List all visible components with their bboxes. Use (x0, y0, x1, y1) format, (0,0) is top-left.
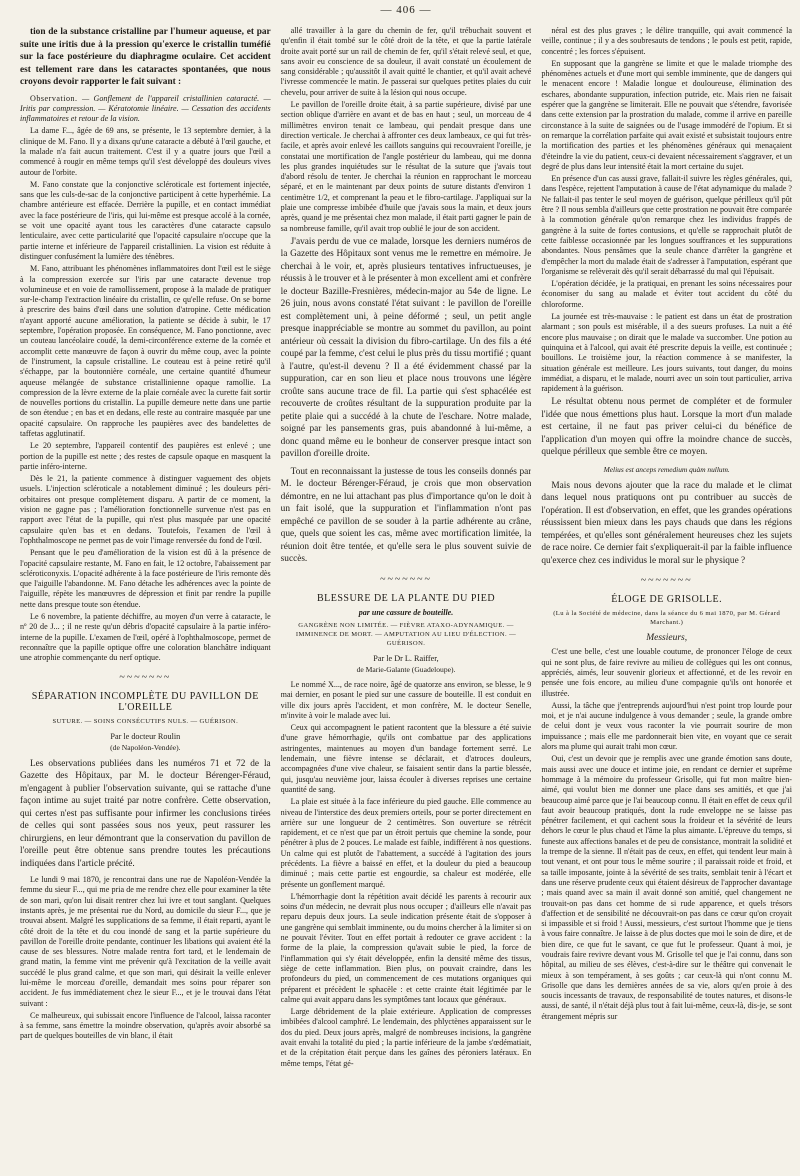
column-1 (20, 26, 271, 1174)
paragraph: Ceux qui accompagnent le patient racontent que la blessure a été suivie d'une grave hémorrhagie, qu'ils ont combattue par des applications astringentes, maintenues au moyen d'un bandage fortement serré. Le lendemain, une fièvre intense se déclarait, et d'atroces douleurs, accompagnées d'une vive chaleur, se faisaient sentir dans la partie blessée, qui, jusqu'au neuvième jour, laissa écouler à diverses reprises une certaine quantité de sang. (280, 723, 532, 794)
journal-page (20, 0, 792, 1176)
paragraph: La plaie est située à la face inférieure du pied gauche. Elle commence au niveau de l'interstice des deux premiers orteils, pour se porter directement en arrière sur une longueur de 2 centimètres. Son ouverture se rétrécit rapidement, et ce n'est que par un étroit pertuis que chemine la sonde, pour pénétrer à plus de 2 pouces. Le malade est faible, indifférent à nos questions. Un calme qui est plutôt de l'abattement, a succédé à l'agitation des jours précédents. La fièvre a baissé en effet, et la douleur du pied a beaucoup diminué ; mais cette partie est engourdie, sa chaleur est modérée, elle présente un gonflement marqué. (280, 797, 532, 889)
author-place: (de Napoléon-Vendée). (110, 742, 181, 752)
author-line: Par le docteur Roulin (110, 731, 181, 741)
section-divider: ~~~~~~~ (640, 575, 693, 587)
paragraph: Le lundi 9 mai 1870, je rencontrai dans une rue de Napoléon-Vendée la femme du sieur F..., qui me pria de me rendre chez elle pour examiner la tête de son mari, qu'on lui disait rentrer chez lui ivre et tout sanglant. Quelques instants après, je me présentai rue du Nord, au domicile du sieur F..., que je trouvai absent. Malgré les supplications de sa femme, il était reparti, ayant le côté droit de la tête et du cou inondé de sang et la partie supérieure du pavillon de l'oreille droite pendante, continuer les libations qui avaient été la cause de ses blessures. Notre malade rentra fort tard, et le lendemain de grand matin, la femme vint me prévenir qu'à l'excitation de la veille avait succédé le plus grand calme, et que son mari, qui désirait la veille enlever lui-même le morceau d'oreille, demandait mes soins pour réparer son accident. Je fus immédiatement chez le sieur F..., et je le trouvai dans l'état suivant : (20, 875, 271, 1008)
author-place: de Marie-Galante (Guadeloupe). (356, 664, 456, 674)
paragraph: Oui, c'est un devoir que je remplis avec une grande émotion sans doute, mais aussi avec une douce et intime joie, en rendant ce dernier et suprême hommage à la mémoire du professeur Grisolle, qui fut mon maître bien-aimé, qui voulut bien me donner une place dans ses amitiés, et que j'ai beaucoup aimé parce que je l'ai beaucoup connu. Il était en effet de ceux qu'il faut avoir beaucoup pratiqués, dont la rude enveloppe ne se laisse pas pénétrer facilement, et qui cachent sous la froideur et la sévérité de leurs dehors le cœur le plus chaud et l'âme la plus aimante. L'épreuve du temps, si funeste aux affections banales et de peu de consistance, montrait la solidité et la trempe de la sienne. Il n'était pas de ceux, en effet, qui tendent leur main à tout venant, et ont pour tous le même sourire ; il paraissait roide et froid, et sa taille imposante, jointe à la sévérité de ses traits, semblait tenir à l'écart et dans une réserve prudente ceux qui étaient désireux de l'approcher davantage ; mais quand avec sa main il avait donné son amitié, quel changement ne trouvait-on pas dans cet homme de si rude apparence, et quels trésors d'affection et de sensibilité ne découvrait-on pas dans ce cœur qu'on croyait si impassible et si froid ! Aussi, messieurs, c'est surtout l'homme que je tiens à vous faire connaître. Je laisse à de plus doctes que moi le soin de dire, et de bien dire, ce que fut le savant, ce que fut le professeur. Quant à moi, je voudrais faire revivre devant vous M. Grisolle tel que je l'ai connu, dans son hôpital, au milieu de ses élèves, c'est-à-dire sur le théâtre qui convenait le mieux à son tempérament, à ses goûts ; car ceux-là qui n'ont connu M. Grisolle que dans les dernières années de sa vie, alors qu'en proie à des soucis incessants de travaux, de responsabilité de toutes natures, et disons-le aussi, de santé, il n'était déjà plus tout à fait lui-même, ceux-là, dis-je, se sont étrangement mépris sur (541, 754, 793, 1021)
paragraph: En supposant que la gangrène se limite et que le malade triomphe des phénomènes actuels et d'une mort qui semble imminente, que de dangers qui le menacent encore ! Maladie longue et douloureuse, élimination des eschares, abondante suppuration, infection putride, etc. Mais rien ne faisait espérer que la gangrène se limiterait. Elle ne pouvait que s'étendre, favorisée dans cette extension par la prostration du malade, comme il arrive en pareille circonstance à la suite de saignées ou de l'usage immodéré de l'opium. Et si on remarque la corrélation parfaite qui avait existé et subsistait toujours entre la mortification des parties et les phénomènes généraux qui menaçaient d'éteindre la vie du patient, ceux-ci devaient nécessairement s'aggraver, et un degré de plus dans leur intensité était la mort certaine du sujet. (541, 58, 793, 171)
lead-paragraph: Tout en reconnaissant la justesse de tous les conseils donnés par M. le docteur Bérenger-Féraud, je crois que mon observation démontre, en ne lui attachant pas plus d'importance qu'on le doit à un fait isolé, que la suppuration et l'inflammation n'ont pas empêché ce pavillon de se souder à la partie adhérente au crâne, que, quels que soient les cas, même avec mortification limitée, la réunion doit être tentée, et qu'elle sera le plus souvent suivie de succès. (280, 466, 532, 565)
paragraph: Le pavillon de l'oreille droite était, à sa partie supérieure, divisé par une section oblique d'arrière en avant et de bas en haut ; seul, un morceau de 4 millimètres environ tenait ce lambeau, qui pendait presque dans une direction verticale. Je cherchai à affronter ces deux lambeaux, ce qui fut très-facile, et après avoir enlevé les caillots sanguins qui recouvraient l'oreille, je constatai une mortification de l'angle postérieur du lambeau, qui me donna les plus grandes inquiétudes sur le résultat de la suture que j'avais tout d'abord résolu de tenter. Je cherchai la réunion en rapprochant le morceau séparé, et en le maintenant par deux points de suture distants d'environ 1 centimètre 1/2, et comprenant la peau et le fibro-cartilage. J'appliquai sur la plaie une compresse imbibée d'huile que j'avais sous la main, et deux jours après, quand je me présentai chez mon malade, il était parti gagner le pain de sa nombreuse famille, qu'il avait trop oublié le jour de son accident. (280, 100, 532, 233)
columns (20, 26, 792, 1174)
paragraph: néral est des plus graves ; le délire tranquille, qui avait commencé la veille, continue ; il y a des soubresauts de tendons ; le pouls est petit, rapide, concentré ; les forces s'épuisent. (541, 26, 793, 56)
column-3 (541, 26, 792, 1174)
lead-paragraph: Le résultat obtenu nous permet de compléter et de formuler l'idée que nous émettions plus haut. Lorsque la mort d'un malade est certaine, il ne faut pas priver celui-ci du bénéfice de l'application d'un moyen qui offre la moindre chance de succès, quelque périlleux que semble être ce moyen. (541, 397, 793, 458)
lead-paragraph: Les observations publiées dans les numéros 71 et 72 de la Gazette des Hôpitaux, par M. le docteur Bérenger-Féraud, m'engagent à publier l'observation suivante, qui se rattache d'une façon intime au sujet traité par notre confrère. Cette observation, qui certes n'est pas suffisante pour infirmer les conclusions tirées de celles qui sont passées sous nos yeux, peut rassurer les chirurgiens, en leur démontrant que la conservation du pavillon de l'oreille peut être obtenue sans prendre toutes les précautions indiquées dans l'article précité. (20, 758, 271, 869)
paragraph: La journée est très-mauvaise : le patient est dans un état de prostration alarmant ; son pouls est misérable, il a des sueurs profuses. La nuit a été encore plus mauvaise ; on dirait que le malade va succomber. Une potion au quinquina et à l'alcool, qui avait été prescrite depuis la veille, est continuée ; bouillons. Le troisième jour, la réaction commence à se manifester, la situation générale est meilleure. Les jours suivants, tout danger, du moins immédiat, a disparu, et le malade, nourri avec un soin tout particulier, arriva rapidement à la guérison. (541, 312, 793, 394)
paragraph: L'hémorrhagie dont la répétition avait décidé les parents à recourir aux soins d'un médecin, ne devrait plus nous occuper ; d'ailleurs elle n'avait pas reparu depuis deux jours. La seule indication présente était de s'opposer à une gangrène qui semblait imminente, ou du moins chercher à la limiter si on ne pouvait l'éviter. Tout en effet portait à redouter ce grave accident : la forme de la plaie, la compression qu'avait subie le pied, la force de l'inflammation qui s'y était développée, enfin la densité même des tissus, siège de cette inflammation. Bien plus, on pouvait craindre, dans les profondeurs du pied, un commencement de ces mutations organiques qui préparent et précèdent le sphacèle : et cette crainte était légitimée par le calme qui avait apparu dans les symptômes tant locaux que généraux. (280, 891, 532, 1004)
paragraph: M. Fano, attribuant les phénomènes inflammatoires dont l'œil est le siège à la compression exercée sur l'iris par une cataracte devenue trop volumineuse et en voie de ramollissement, propose à la malade de pratiquer sur-le-champ l'extraction linéaire du cristallin, ce qu'elle refuse. On se borne à prescrire des bains d'œil dans une solution d'atropine. Cette médication n'ayant apporté aucune amélioration, la patiente se décide à subir, le 17 septembre, l'opération proposée. En conséquence, M. Fano ponctionne, avec un couteau lancéolaire coudé, la demi-circonférence externe de la cornée et accomplit cette manœuvre de façon à ouvrir du même coup, avec la pointe de l'instrument, la capsule cristalline. Le couteau est à peine retiré qu'il s'échappe, par la boutonnière cornéale, une certaine quantité d'humeur aqueuse mélangée de substance cristallinienne opaque ramollie. La compression de la lèvre externe de la plaie cornéale avec la curette fait sortir de nouvelles portions du cristallin. La pupille demeure nette dans une partie de son étendue ; en bas et en dedans, elle reste au contraire masquée par une opacité capsulaire. On rapproche les paupières avec des bandelettes de taffetas agglutinatif. (20, 264, 271, 438)
paragraph: M. Fano constate que la conjonctive scléroticale est fortement injectée, sans que les culs-de-sac de la conjonctive participent à cette hyperhémie. La chambre antérieure est effacée. Derrière la pupille, et en contact immédiat avec la face postérieure de l'iris, qui lui-même est presque accolé à la cornée, se voit une opacité ayant tous les caractères d'une cataracte capsulo lenticulaire, avec cette particularité que l'opacité capsulaire n'occupe que la partie interne et inférieure de l'appareil cristallinien. La vision est réduite à distinguer confusément la lumière des ténèbres. (20, 179, 271, 261)
column-2 (281, 26, 532, 1174)
paragraph: C'est une belle, c'est une louable coutume, de prononcer l'éloge de ceux qui ne sont plus, de faire revivre au milieu de collègues qui les ont connus, appréciés, aimés, leur souvenir glorieux et affectionné, et de les revoir en pensée une fois encore, au milieu d'une compagnie qu'ils ont honorée et illustrée. (541, 647, 793, 698)
paragraph: En présence d'un cas aussi grave, fallait-il suivre les règles générales, qui, dans l'espèce, rejettent l'amputation à cause de l'état adynamique du malade ? Ne fallait-il pas tenter le seul moyen de guérison, quelque périlleux qu'il pût être ? Il nous sembla d'ailleurs que cette prostration ne pouvait être comparée à la commotion générale qu'on remarque chez les individus frappés de gangrène à la suite de fortes contusions, et qu'elle se rapprochait plutôt de cette faiblesse occasionnée par les longues souffrances et les suppurations abondantes. Nous pensâmes que la seule chance d'arrêter la gangrène et d'empêcher la mort du malade était de s'adresser à l'amputation, espérant que l'organisme se relèverait dès qu'il serait débarrassé du mal qui l'épuisait. (541, 174, 793, 276)
lead-paragraph: J'avais perdu de vue ce malade, lorsque les derniers numéros de la Gazette des Hôpitaux sont venus me le remettre en mémoire. Je cherchai à le voir, et, après plusieurs tentatives infructueuses, je réussis à le trouver et à le présenter à mon excellent ami et confrère le docteur Bazille-Fresnières, médecin-major au 54e de ligne. Le 26 juin, nous avons constaté l'état suivant : le pavillon de l'oreille est complètement uni, à peine déformé ; seul, un petit angle presque inappréciable se montre au sommet du pavillon, au point antérieur où cessait la division du fibro-cartilage. Un des fils a été coupé par la femme, c'est celui le plus près du tissu mortifié ; quant à l'autre, qu'est-il devenu ? Il a été évidemment chassé par la suppuration, car en son lieu et place nous trouvons une légère croûte sans aucune trace de fil. La partie qui s'est sphacélée est recouverte de croûtes résultant de la suppuration produite par la petite plaie qui a succédé à la chute de l'eschare. Notre malade, soigné par les pansements gras, puis abandonné à lui-même, a donc quand même eu le bonheur de conserver presque intact son pavillon d'oreille droite. (280, 236, 532, 460)
paragraph: Aussi, la tâche que j'entreprends aujourd'hui n'est point trop lourde pour moi, et je n'ai aucune indulgence à vous demander ; seule, la grande ombre de celui dont je veux vous raconter la vie pourrait sourire de mon impuissance ; mais elle me pardonnerait bien vite, en voyant que ce serait alors ma plume qui aurait trahi mon cœur. (541, 700, 793, 752)
article-title: SÉPARATION INCOMPLÈTE DU PAVILLON DE L'OREILLE (31, 690, 259, 713)
paragraph: Le 20 septembre, l'appareil contentif des paupières est enlevé ; une portion de la pupille est nette ; des restes de capsule opaque en masquent la partie inféro-interne. (20, 441, 271, 471)
paragraph: Le nommé X..., de race noire, âgé de quatorze ans environ, se blesse, le 9 mai dernier, en posant le pied sur une cassure de bouteille. Il est conduit en ville dix jours après l'accident, et mon confrère, M. le docteur Senelle, m'invite à voir le malade avec lui. (280, 679, 532, 720)
article-title: ÉLOGE DE GRISOLLE. (611, 594, 723, 606)
page-number: — 406 — (380, 4, 432, 16)
author-line: Par le Dr L. Raiffer, (373, 653, 439, 663)
article-subtitle: par une cassure de bouteille. (358, 607, 454, 617)
section-divider: ~~~~~~~ (119, 671, 172, 683)
paragraph: La dame F..., âgée de 69 ans, se présente, le 13 septembre dernier, à la clinique de M. Fano. Il y a dixans qu'une cataracte a débuté à l'œil gauche, et la malade n'a fait aucun traitement. C'est il y a quatre jours que l'œil a commencé à rougir en même temps qu'il s'est développé des douleurs vives autour de l'orbite. (20, 126, 271, 177)
paragraph: L'opération décidée, je la pratiquai, en prenant les soins nécessaires pour économiser du sang au malade et éviter tout accident du côté du chloroforme. (541, 279, 793, 309)
paragraph: Ce malheureux, qui subissait encore l'influence de l'alcool, laissa raconter à sa femme, sans émettre la moindre observation, qu'après avoir absorbé sa part de quelques bouteilles de vin blanc, il était (20, 1010, 271, 1041)
greeting: Messieurs, (646, 633, 688, 644)
article-title: BLESSURE DE LA PLANTE DU PIED (316, 592, 496, 604)
section-divider: ~~~~~~~ (380, 573, 432, 585)
paragraph: Pensant que le peu d'amélioration de la vision est dû à la présence de l'opacité capsulaire restante, M. Fano en fait, le 12 octobre, l'abaissement par scléroticonyxis. L'opacité adhérente à la face postérieure de l'iris remonte dès que l'aiguille l'abandonne. M. Fano détache les adhérences avec la pointe de l'aiguille, répète les manœuvres de dépression et finit par rendre la pupille nette dans presque toute son étendue. (20, 548, 271, 609)
observation-summary: — Gonflement de l'appareil cristallinien cataracté. — Iritis par compression. — Kératotomie linéaire. — Cessation des accidents inflammatoires et retour de la vision. (20, 93, 271, 124)
paragraph: Dès le 21, la patiente commence à distinguer vaguement des objets usuels. L'injection scléroticale a notablement diminué ; les douleurs péri-orbitaires ont presque complètement disparu. A partir de ce moment, la vision ne gagne pas ; l'amélioration fonctionnelle survenue n'est pas en rapport avec l'état de la pupille, qui n'est plus masquée par une opacité capsulaire qu'en bas et en dedans. Toutefois, l'examen de l'œil à l'ophthalmoscope ne permet pas de voir l'image renversée du fond de l'œil. (20, 474, 271, 545)
observation-label: Observation. (30, 93, 78, 103)
paragraph: Large débridement de la plaie extérieure. Application de compresses imbibées d'alcool camphré. Le lendemain, des phlyctènes apparaissent sur le dos du pied. Deux jours après, malgré de nombreuses incisions, la gangrène avait envahi la totalité du pied ; la partie inférieure de la jambe s'œdématiait, et de la crépitation était perçue dans les gaînes des péroniers latéraux. En même temps, l'état gé- (280, 1007, 532, 1068)
latin-quote: Melius est anceps remedium quàm nullum. (603, 464, 730, 474)
paragraph: allé travailler à la gare du chemin de fer, qu'il trébuchait souvent et qu'enfin il était tombé sur le côté droit de la tête, et que la partie latérale droite avait porté sur un rail de chemin de fer, qu'il s'était relevé seul, et que, sans avoir eu conscience de sa douleur, il avait constaté un écoulement de sang considérable ; qu'aussitôt il avait quitté le chantier, et qu'il avait achevé l'ivresse commencée le matin. Je passerai sur quelques petites plaies du cuir chevelu, pour arriver de suite à la lésion qui nous occupe. (280, 26, 532, 97)
article-subtitle: (Lu à la Société de médecine, dans la séance du 6 mai 1870, par M. Gérard Marchant.) (553, 610, 781, 627)
observation-heading (20, 94, 271, 125)
article-keywords: SUTURE. — SOINS CONSÉCUTIFS NULS. — GUÉRISON. (52, 717, 239, 725)
paragraph: Le 6 novembre, la patiente déchiffre, au moyen d'un verre à cataracte, le nº 20 de J... ; il ne reste qu'un débris d'opacité capsulaire à la partie inféro-interne de la pupille. L'examen de l'œil, opéré à l'ophthalmoscope, permet de reconnaître que la papille optique offre une coloration blanchâtre indiquant une atrophie commençante du nerf optique. (20, 612, 271, 663)
article-keywords: GANGRÈNE NON LIMITÉE. — FIÈVRE ATAXO-ADYNAMIQUE. — IMMINENCE DE MORT. — AMPUTATION AU LIEU D'ÉLECTION. — GUÉRISON. (295, 621, 517, 647)
intro-paragraph: tion de la substance cristalline par l'humeur aqueuse, et par suite une iritis due à la pression qu'exerce le cristallin tuméfié sur la face postérieure du diaphragme oculaire. Cet accident est tellement rare dans les cataractes spontanées, que nous croyons devoir rapporter le fait suivant : (20, 27, 271, 87)
lead-paragraph: Mais nous devons ajouter que la race du malade et le climat dans lequel nous pratiquons ont pu contribuer au succès de l'opération. Il est d'observation, en effet, que les grandes opérations réussissent bien mieux dans les pays chauds que dans les régions tempérées, et qu'elles sont généralement heureuses chez les sujets de race noire. Ce dernier fait s'expliquerait-il par la faible influence qu'exerce chez ces individus le moral sur le physique ? (541, 480, 793, 566)
